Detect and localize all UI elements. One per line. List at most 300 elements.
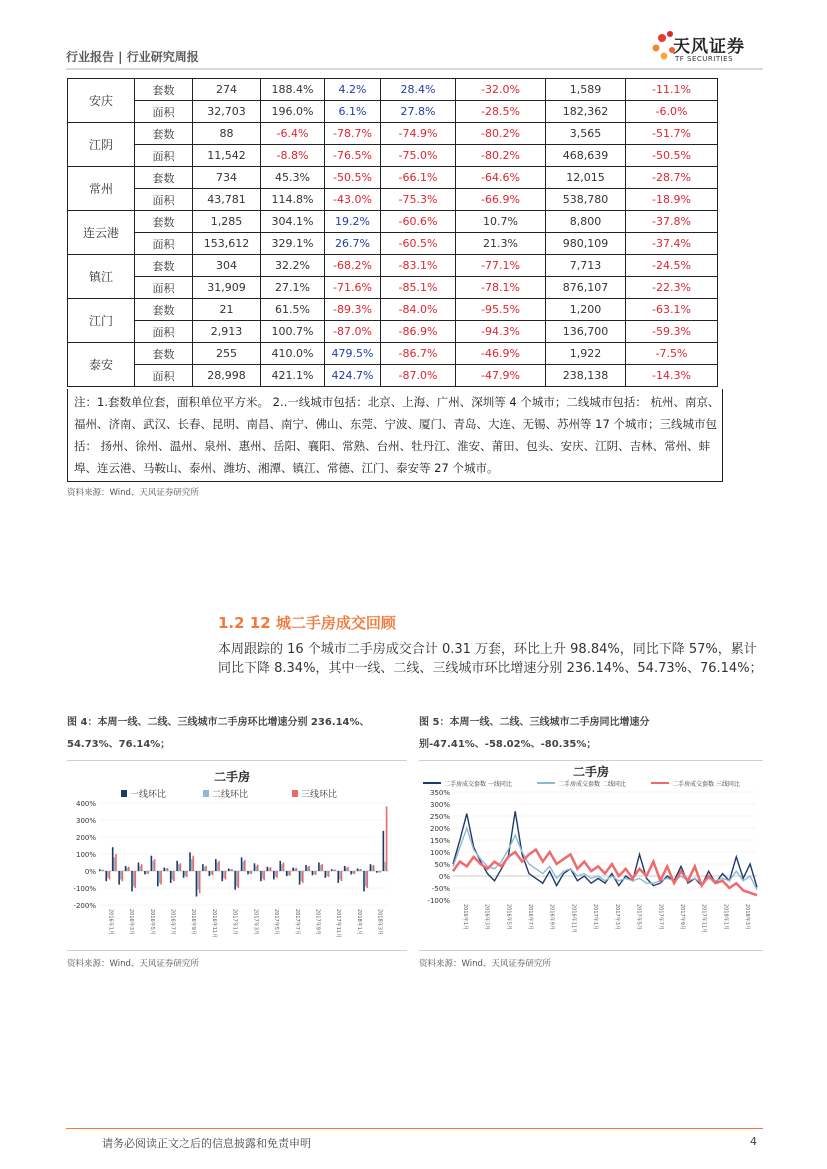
cell-v7: -50.5% (626, 145, 718, 167)
cell-v5: 21.3% (456, 233, 546, 255)
chart-background (419, 762, 763, 945)
bar (114, 857, 116, 871)
x-tick-label: 2018年3月 (376, 909, 383, 935)
bar (221, 871, 223, 881)
cell-v7: -24.5% (626, 255, 718, 277)
cell-v2: 188.4% (261, 79, 325, 101)
bar (260, 871, 262, 881)
legend-label: 二手房成交套数 二线同比 (558, 781, 626, 788)
cell-v2: 196.0% (261, 101, 325, 123)
bar (376, 871, 378, 873)
cell-v2: 304.1% (261, 211, 325, 233)
city-name-cell: 江门 (68, 299, 135, 343)
cell-v1: 153,612 (193, 233, 261, 255)
cell-v2: 27.1% (261, 277, 325, 299)
cell-v7: -11.1% (626, 79, 718, 101)
cell-v6: 182,362 (546, 101, 626, 123)
cell-metric: 面积 (135, 321, 193, 343)
bar (363, 871, 365, 891)
cell-v7: -28.7% (626, 167, 718, 189)
x-tick-label: 2017年1月 (592, 904, 599, 930)
x-tick-label: 2018年3月 (744, 904, 751, 930)
bar (379, 871, 381, 873)
cell-v4: -75.0% (381, 145, 456, 167)
x-tick-label: 2016年1月 (107, 909, 114, 935)
bar (279, 861, 281, 871)
table-row (68, 343, 718, 365)
cell-v3: 4.2% (325, 79, 381, 101)
cell-v3: 6.1% (325, 101, 381, 123)
legend-swatch (292, 790, 298, 797)
cell-v2: -8.8% (261, 145, 325, 167)
bar (115, 854, 117, 871)
bar (157, 871, 159, 886)
cell-v6: 876,107 (546, 277, 626, 299)
cell-v3: 19.2% (325, 211, 381, 233)
bar (236, 871, 238, 886)
city-name-cell: 连云港 (68, 211, 135, 255)
bar (228, 868, 230, 871)
cell-v4: -87.0% (381, 365, 456, 387)
bar (225, 871, 227, 880)
figure5-caption: 图 5：本周一线、二线、三线城市二手房同比增速分别-47.41%、-58.02%、-80.35%； (419, 717, 650, 750)
report-header: 行业报告 | 行业研究周报 (66, 50, 199, 64)
bar (152, 861, 154, 871)
bar (337, 871, 339, 883)
bar (339, 871, 341, 880)
x-tick-label: 2016年11月 (570, 904, 577, 934)
cell-v4: -75.3% (381, 189, 456, 211)
bar (154, 859, 156, 871)
bar (165, 868, 167, 871)
cell-v6: 980,109 (546, 233, 626, 255)
bar (109, 871, 111, 880)
bar (358, 869, 360, 871)
bar (346, 868, 348, 871)
bar (192, 856, 194, 871)
cell-v6: 468,639 (546, 145, 626, 167)
bar (163, 868, 165, 871)
table-row (68, 365, 718, 387)
bar (238, 871, 240, 888)
header-divider (66, 68, 763, 70)
section-paragraph: 本周跟踪的 16 个城市二手房成交合计 0.31 万套，环比上升 98.84%，同比下降 57%，累计同比下降 8.34%，其中一线、二线、三线城市环比增速分别 236.14%、54.73%、76.14%； (218, 642, 763, 676)
cell-metric: 套数 (135, 79, 193, 101)
cell-v7: -37.8% (626, 211, 718, 233)
x-tick-label: 2017年11月 (700, 904, 707, 934)
city-name-cell: 镇江 (68, 255, 135, 299)
x-tick-label: 2018年1月 (722, 904, 729, 930)
legend-swatch (203, 790, 209, 797)
cell-metric: 套数 (135, 123, 193, 145)
cell-v7: -63.1% (626, 299, 718, 321)
cell-metric: 套数 (135, 167, 193, 189)
bar (191, 859, 193, 871)
cell-v4: -66.1% (381, 167, 456, 189)
bar (218, 861, 220, 871)
bar (146, 871, 148, 874)
figure4-bottom-divider (67, 950, 407, 951)
table-row (68, 101, 718, 123)
bar (354, 871, 356, 874)
bar (328, 871, 330, 877)
bar (281, 864, 283, 871)
bar (350, 871, 352, 874)
bar (378, 871, 380, 872)
logo-text-en: TF SECURITIES (675, 55, 734, 63)
cell-v1: 31,909 (193, 277, 261, 299)
city-name-cell: 安庆 (68, 79, 135, 123)
bar (215, 859, 217, 871)
bar (300, 871, 302, 881)
cell-v3: -50.5% (325, 167, 381, 189)
cell-v1: 1,285 (193, 211, 261, 233)
cell-v6: 1,589 (546, 79, 626, 101)
cell-v2: 32.2% (261, 255, 325, 277)
city-transaction-table (67, 78, 718, 387)
bar (212, 871, 214, 875)
bar (189, 852, 191, 871)
bar (313, 871, 315, 874)
bar (147, 871, 149, 874)
bar (230, 869, 232, 871)
x-tick-label: 2017年7月 (293, 909, 300, 935)
bar (242, 862, 244, 871)
bar (101, 870, 103, 871)
bar (305, 865, 307, 871)
bar (249, 871, 251, 874)
x-tick-label: 2017年3月 (252, 909, 259, 935)
table-row (68, 167, 718, 189)
cell-v1: 734 (193, 167, 261, 189)
cell-v6: 136,700 (546, 321, 626, 343)
table-row (68, 145, 718, 167)
bar (283, 863, 285, 872)
cell-metric: 面积 (135, 145, 193, 167)
cell-v4: 28.4% (381, 79, 456, 101)
legend-label: 二手房成交套数 三线同比 (672, 781, 740, 788)
bar (180, 863, 182, 871)
cell-v3: -76.5% (325, 145, 381, 167)
bar (247, 871, 249, 874)
bar (263, 871, 265, 880)
chart-yoy-growth (419, 762, 763, 945)
cell-v5: -80.2% (456, 145, 546, 167)
cell-v1: 43,781 (193, 189, 261, 211)
cell-metric: 面积 (135, 365, 193, 387)
bar (217, 863, 219, 872)
cell-v3: -87.0% (325, 321, 381, 343)
bar (184, 871, 186, 876)
bar (257, 865, 259, 871)
legend-label: 二线环比 (212, 790, 249, 800)
bar (138, 863, 140, 872)
cell-v1: 304 (193, 255, 261, 277)
bar (307, 867, 309, 871)
cell-v5: -80.2% (456, 123, 546, 145)
bar (118, 871, 120, 885)
cell-metric: 面积 (135, 189, 193, 211)
x-tick-label: 2018年1月 (355, 909, 362, 935)
table-row (68, 277, 718, 299)
cell-v1: 274 (193, 79, 261, 101)
cell-v6: 12,015 (546, 167, 626, 189)
bar (202, 864, 204, 871)
bar (133, 871, 135, 886)
bar (197, 871, 199, 890)
bar (99, 869, 101, 871)
bar (347, 867, 349, 871)
bar (241, 857, 243, 871)
legend-label: 二手房成交套数 一线同比 (444, 781, 512, 788)
table-row (68, 233, 718, 255)
bar (250, 871, 252, 874)
cell-metric: 面积 (135, 277, 193, 299)
page-number: 4 (750, 1135, 757, 1148)
bar (312, 871, 314, 875)
cell-v7: -6.0% (626, 101, 718, 123)
bar (255, 866, 257, 871)
cell-v2: 100.7% (261, 321, 325, 343)
table-row (68, 79, 718, 101)
y-tick-label: -100% (427, 897, 450, 905)
y-tick-label: -50% (431, 885, 450, 893)
y-tick-label: 400% (75, 800, 96, 808)
x-tick-label: 2017年5月 (273, 909, 280, 935)
bar (139, 866, 141, 871)
bar (131, 871, 133, 891)
bar (107, 871, 109, 878)
cell-v6: 3,565 (546, 123, 626, 145)
cell-v2: -6.4% (261, 123, 325, 145)
bar (204, 867, 206, 871)
y-tick-label: 350% (429, 789, 450, 797)
bar (268, 868, 270, 871)
logo-text-cn: 天风证券 (673, 37, 745, 57)
y-tick-label: 300% (75, 817, 96, 825)
cell-v5: 10.7% (456, 211, 546, 233)
footer-divider (66, 1128, 763, 1129)
table-row (68, 299, 718, 321)
bar (334, 869, 336, 871)
bar (276, 871, 278, 878)
cell-v5: -46.9% (456, 343, 546, 365)
cell-v5: -66.9% (456, 189, 546, 211)
cell-v6: 538,780 (546, 189, 626, 211)
bar (308, 866, 310, 871)
bar (144, 871, 146, 874)
y-tick-label: -100% (73, 885, 96, 893)
bar (288, 871, 290, 875)
figure4-source: 资料来源：Wind、天风证券研究所 (67, 959, 199, 969)
cell-v1: 255 (193, 343, 261, 365)
bar (160, 871, 162, 885)
bar (386, 806, 388, 871)
y-tick-label: 0% (438, 873, 450, 881)
bar (120, 871, 122, 880)
bar (267, 867, 269, 871)
chart-mom-growth (67, 765, 397, 945)
cell-v7: -59.3% (626, 321, 718, 343)
cell-v4: -85.1% (381, 277, 456, 299)
bar (141, 864, 143, 871)
bar (326, 871, 328, 876)
table-row (68, 255, 718, 277)
bar (341, 871, 343, 881)
bar (231, 869, 233, 871)
cell-metric: 套数 (135, 343, 193, 365)
cell-v4: -83.1% (381, 255, 456, 277)
cell-v4: -86.9% (381, 321, 456, 343)
bar (366, 871, 368, 888)
bar (315, 871, 317, 875)
x-tick-label: 2016年7月 (169, 909, 176, 935)
bar (134, 871, 136, 888)
cell-v2: 61.5% (261, 299, 325, 321)
legend-label: 一线环比 (130, 790, 167, 800)
bar (254, 863, 256, 871)
table-row (68, 123, 718, 145)
bar (360, 869, 362, 871)
cell-v5: -94.3% (456, 321, 546, 343)
cell-metric: 面积 (135, 101, 193, 123)
legend-label: 三线环比 (301, 790, 338, 800)
chart-title: 二手房 (213, 770, 251, 784)
cell-v4: -86.7% (381, 343, 456, 365)
bar (102, 870, 104, 871)
bar (105, 871, 107, 881)
cell-v3: -89.3% (325, 299, 381, 321)
chart-title: 二手房 (572, 765, 610, 779)
cell-v4: -74.9% (381, 123, 456, 145)
bar (223, 871, 225, 878)
x-tick-label: 2016年1月 (461, 904, 468, 930)
bar (234, 871, 236, 890)
bar (357, 868, 359, 871)
cell-v4: -60.6% (381, 211, 456, 233)
cell-v4: -84.0% (381, 299, 456, 321)
cell-v5: -28.5% (456, 101, 546, 123)
x-tick-label: 2017年11月 (335, 909, 342, 939)
bar (126, 868, 128, 871)
figure5-divider (419, 760, 763, 761)
y-tick-label: 250% (429, 813, 450, 821)
bar (209, 871, 211, 876)
x-tick-label: 2016年3月 (128, 909, 135, 935)
x-tick-label: 2016年5月 (505, 904, 512, 930)
city-name-cell: 泰安 (68, 343, 135, 387)
table-row (68, 189, 718, 211)
y-tick-label: 50% (434, 861, 450, 869)
bar (365, 871, 367, 886)
y-tick-label: 300% (429, 801, 450, 809)
bar (344, 866, 346, 871)
cell-v3: -43.0% (325, 189, 381, 211)
cell-v2: 421.1% (261, 365, 325, 387)
bar (173, 871, 175, 881)
cell-v5: -32.0% (456, 79, 546, 101)
bar (196, 871, 198, 897)
bar (167, 868, 169, 871)
bar (289, 871, 291, 876)
cell-v5: -64.6% (456, 167, 546, 189)
bar (199, 871, 201, 893)
cell-v7: -22.3% (626, 277, 718, 299)
bar (128, 867, 130, 871)
cell-v6: 7,713 (546, 255, 626, 277)
cell-metric: 套数 (135, 299, 193, 321)
bar (286, 871, 288, 876)
cell-v7: -18.9% (626, 189, 718, 211)
x-tick-label: 2016年7月 (527, 904, 533, 930)
y-tick-label: 100% (429, 849, 450, 857)
cell-v6: 8,800 (546, 211, 626, 233)
bar (151, 856, 153, 871)
cell-v6: 1,200 (546, 299, 626, 321)
cell-v6: 1,922 (546, 343, 626, 365)
bar (294, 868, 296, 871)
x-tick-label: 2016年9月 (190, 909, 197, 935)
bar (273, 871, 275, 880)
legend-swatch (121, 790, 127, 797)
x-tick-label: 2016年5月 (148, 909, 155, 935)
cell-v7: -51.7% (626, 123, 718, 145)
cell-v6: 238,138 (546, 365, 626, 387)
bar (320, 865, 322, 871)
cell-v1: 21 (193, 299, 261, 321)
cell-metric: 套数 (135, 255, 193, 277)
cell-v3: -68.2% (325, 255, 381, 277)
cell-v1: 32,703 (193, 101, 261, 123)
disclaimer-text: 请务必阅读正文之后的信息披露和免责申明 (102, 1137, 311, 1150)
cell-v3: 26.7% (325, 233, 381, 255)
figure5-bottom-divider (419, 950, 763, 951)
cell-v2: 114.8% (261, 189, 325, 211)
bar (292, 868, 294, 871)
cell-v3: 479.5% (325, 343, 381, 365)
bar (210, 871, 212, 874)
cell-v1: 28,998 (193, 365, 261, 387)
bar (125, 866, 127, 871)
cell-v4: 27.8% (381, 101, 456, 123)
cell-v5: -77.1% (456, 255, 546, 277)
bar (371, 866, 373, 871)
x-tick-label: 2017年9月 (679, 904, 685, 930)
y-tick-label: -200% (73, 902, 96, 910)
bar (205, 866, 207, 871)
table-row (68, 321, 718, 343)
bar (325, 871, 327, 878)
figure4-divider (67, 760, 407, 761)
figure5-source: 资料来源：Wind、天风证券研究所 (419, 959, 551, 969)
x-tick-label: 2016年3月 (483, 904, 490, 930)
x-tick-label: 2017年1月 (231, 909, 238, 935)
x-tick-label: 2017年5月 (635, 904, 642, 930)
cell-v5: -78.1% (456, 277, 546, 299)
y-tick-label: 0% (84, 868, 96, 876)
x-tick-label: 2017年9月 (314, 909, 321, 935)
x-tick-label: 2016年11月 (210, 909, 217, 939)
table-source: 资料来源：Wind、天风证券研究所 (67, 488, 199, 498)
cell-v1: 2,913 (193, 321, 261, 343)
bar (178, 864, 180, 871)
bar (122, 871, 124, 881)
bar (183, 871, 185, 878)
table-note: 注：1.套数单位套，面积单位平方米。 2..一线城市包括：北京、上海、广州、深圳等 4 个城市；二线城市包括： 杭州、南京、福州、济南、武汉、长春、昆明、南昌、南宁、佛山、东莞、宁波、厦门、青岛、大连、无锡、苏州等 17 个城市；三线城市包括： 扬州、徐州、温州、泉州、惠州、岳阳、襄阳、常熟、台州、牡丹江、淮安、莆田、包头、安庆、江阴、吉林、常州、蚌埠、连云港、马鞍山、泰州、潍坊、湘潭、镇江、常德、江门、泰安等 27 个城市。 (67, 389, 723, 482)
bar (170, 871, 172, 883)
bar (321, 864, 323, 871)
bar (352, 871, 354, 874)
